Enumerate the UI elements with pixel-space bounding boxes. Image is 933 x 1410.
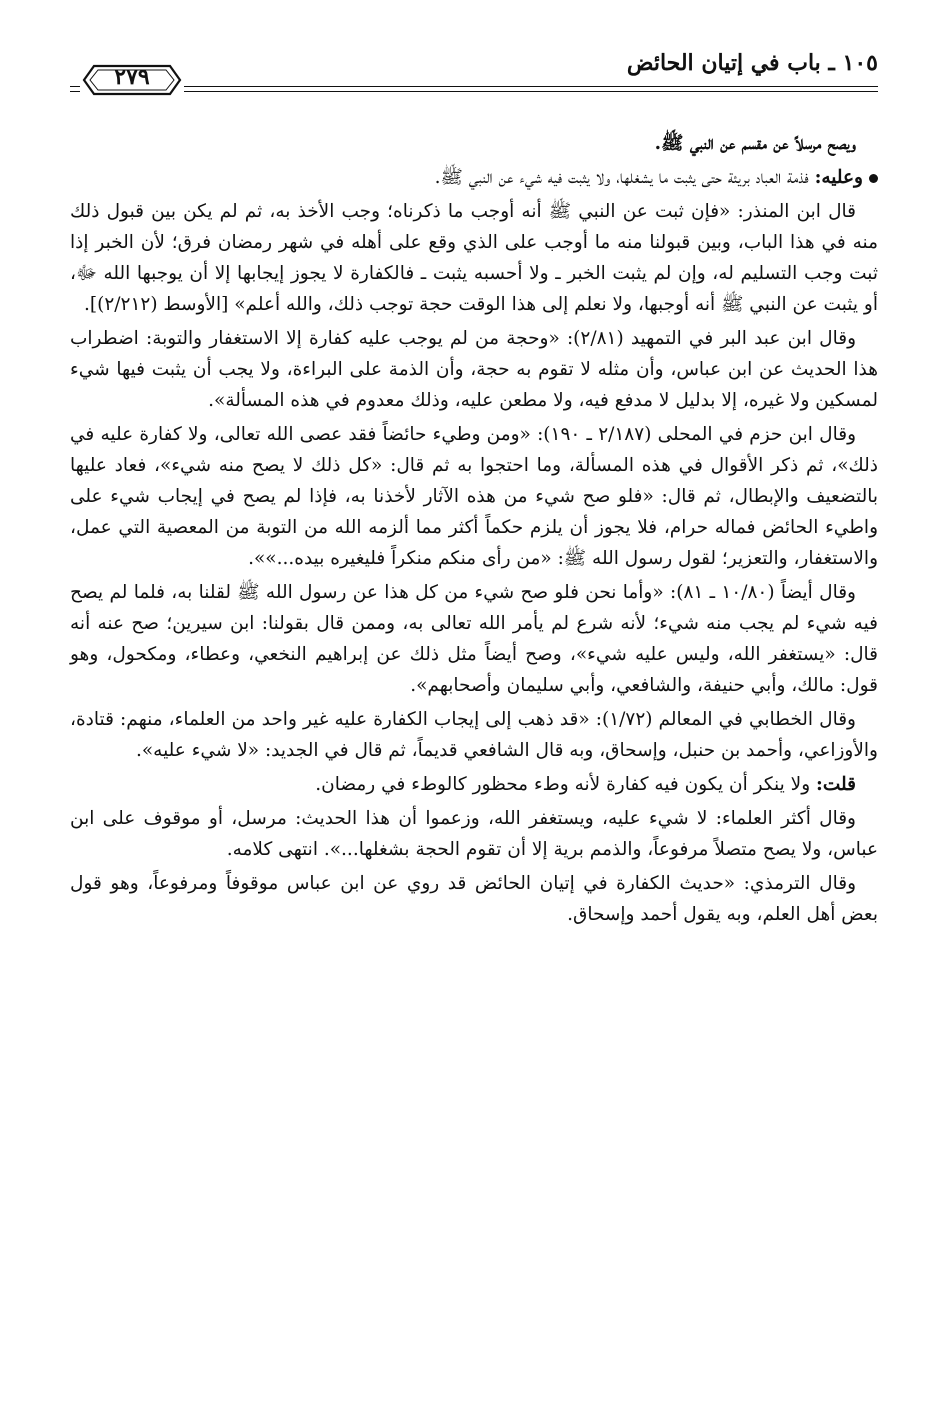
paragraph-text: ولا ينكر أن يكون فيه كفارة لأنه وطء محظور كالوطء في رمضان. xyxy=(315,774,817,795)
bullet-icon xyxy=(869,174,878,183)
paragraph-text: وقال الخطابي في المعالم (١/٧٢): «قد ذهب إلى إيجاب الكفارة عليه غير واحد من العلماء، منهم: قتادة، والأوزاعي، وأحمد بن حنبل، وإسحاق، وبه قال الشافعي قديماً، ثم قال في الجديد: «لا شيء عليه». xyxy=(70,709,878,761)
page-number: ٢٧٩ xyxy=(114,64,150,90)
paragraph-text: ويصح مرسلاً عن مقسم عن النبي ﷺ. xyxy=(654,133,856,154)
paragraph-text: وقال الترمذي: «حديث الكفارة في إتيان الحائض قد روي عن ابن عباس موقوفاً ومرفوعاً، وهو قول بعض أهل العلم، وبه يقول أحمد وإسحاق. xyxy=(70,873,878,925)
paragraph-1 xyxy=(70,128,878,159)
paragraph-text: وقال أيضاً (١٠/٨٠ ـ ٨١): «وأما نحن فلو صح شيء من كل هذا عن رسول الله ﷺ لقلنا به، فلما لم يصح فيه شيء لم يجب منه شيء؛ لأنه شرع لم يأمر الله تعالى به، وممن قال بقولنا: ابن سيرين؛ صح عنه أنه قال: «يستغفر الله، وليس عليه شيء»، وصح أيضاً مثل ذلك عن إبراهيم النخعي، وعطاء، ومكحول، وهو قول: مالك، وأبي حنيفة، والشافعي، وأبي سليمان وأصحابهم». xyxy=(70,582,878,696)
paragraph-6 xyxy=(70,577,878,701)
paragraph-text: وقال ابن حزم في المحلى (٢/١٨٧ ـ ١٩٠): «ومن وطيء حائضاً فقد عصى الله تعالى، ولا كفارة عليه في ذلك»، ثم ذكر الأقوال في هذه المسألة، وما احتجوا به ثم قال: «كل ذلك لا يصح منه شيء»، فعاد عليها بالتضعيف والإبطال، ثم قال: «فلو صح شيء من هذه الآثار لأخذنا به، فإذا لم يصح في إيجاب شيء على واطيء الحائض فماله حرام، فلا يجوز أن يلزم حكماً أكثر مما ألزمه الله من التوبة من المعصية التي عمل، والاستغفار، والتعزير؛ لقول رسول الله ﷺ: «من رأى منكم منكراً فليغيره بيده...»». xyxy=(70,424,878,569)
paragraph-2 xyxy=(70,162,878,193)
header-rule xyxy=(70,86,878,92)
paragraph-9 xyxy=(70,803,878,865)
paragraph-7 xyxy=(70,704,878,766)
paragraph-text: قال ابن المنذر: «فإن ثبت عن النبي ﷺ أنه أوجب ما ذكرناه؛ وجب الأخذ به، ثم لم يكن بين قبول ذلك منه في هذا الباب، وبين قبولنا منه ما أوجب على الذي وقع على أهله في شهر رمضان فرق؛ لأن الخبر إذا ثبت وجب التسليم له، وإن لم يثبت الخبر ـ ولا أحسبه يثبت ـ فالكفارة لا يجوز إيجابها إلا أن يوجبها الله ﷻ، أو يثبت عن النبي ﷺ أنه أوجبها، ولا نعلم إلى هذا الوقت حجة توجب ذلك، والله أعلم» [الأوسط (٢/٢١٢)]. xyxy=(70,201,878,315)
paragraph-text: وقال أكثر العلماء: لا شيء عليه، ويستغفر الله، وزعموا أن هذا الحديث: مرسل، أو موقوف على ابن عباس، ولا يصح متصلاً مرفوعاً، والذمم برية إلا أن تقوم الحجة بشغلها...». انتهى كلامه. xyxy=(70,808,878,860)
paragraph-10 xyxy=(70,868,878,930)
page-header xyxy=(70,40,878,98)
body-text xyxy=(70,128,878,930)
paragraph-lead: وعليه: xyxy=(814,167,863,188)
chapter-title: ١٠٥ ـ باب في إتيان الحائض xyxy=(626,50,878,76)
paragraph-text: وقال ابن عبد البر في التمهيد (٢/٨١): «وحجة من لم يوجب عليه كفارة إلا الاستغفار والتوبة: اضطراب هذا الحديث عن ابن عباس، وأن مثله لا تقوم به حجة، وأن الذمة على البراءة، ولا يجب أن يثبت فيها شيء لمسكين ولا غيره، إلا بدليل لا مدفع فيه، ولا مطعن عليه، وذلك معدوم في هذه المسألة». xyxy=(70,328,878,411)
paragraph-4 xyxy=(70,323,878,416)
page-number-ornament xyxy=(80,60,184,100)
paragraph-lead: قلت: xyxy=(816,774,856,795)
book-page xyxy=(70,40,878,933)
paragraph-8 xyxy=(70,769,878,800)
paragraph-text: فذمة العباد بريئة حتى يثبت ما يشغلها، ولا يثبت فيه شيء عن النبي ﷺ. xyxy=(434,167,815,188)
paragraph-5 xyxy=(70,419,878,574)
paragraph-3 xyxy=(70,196,878,320)
